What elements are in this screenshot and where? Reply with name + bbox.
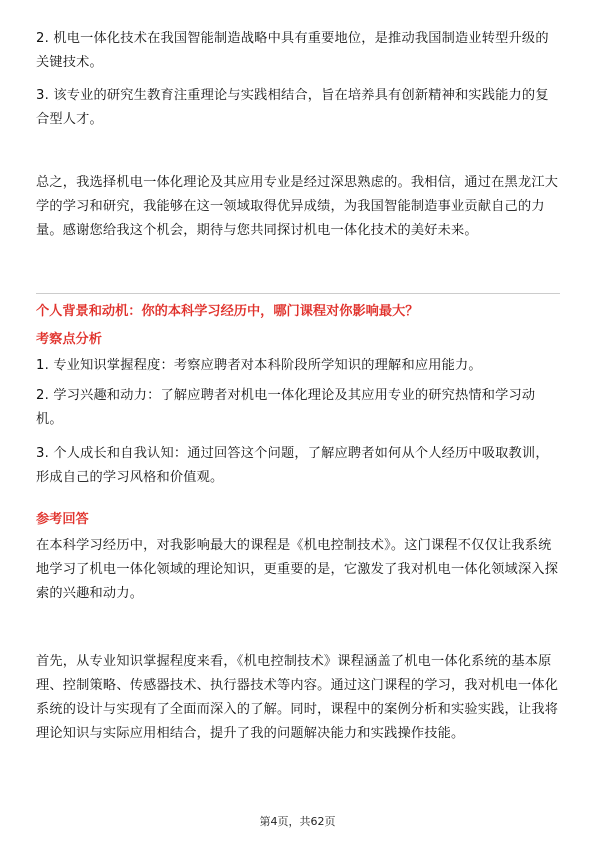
answer-heading: 参考回答 [36, 512, 89, 527]
question-heading: 个人背景和动机：你的本科学习经历中，哪门课程对你影响最大？ [36, 304, 419, 319]
conclusion-paragraph: 总之，我选择机电一体化理论及其应用专业是经过深思熟虑的。我相信，通过在黑龙江大学的学习和研究，我能够在这一领域取得优异成绩，为我国智能制造事业贡献自己的力量。感谢您给我这个机会，期待与您共同探讨机电一体化技术的美好未来。 [36, 175, 559, 238]
analysis-heading: 考察点分析 [36, 332, 102, 347]
section-divider [36, 293, 560, 294]
analysis-item: 2. 学习兴趣和动力：了解应聘者对机电一体化理论及其应用专业的研究热情和学习动机。 [36, 388, 536, 427]
answer-paragraph: 在本科学习经历中，对我影响最大的课程是《机电控制技术》。这门课程不仅仅让我系统地学习了机电一体化领域的理论知识，更重要的是，它激发了我对机电一体化领域深入探索的兴趣和动力。 [36, 538, 559, 601]
page-number: 第4页，共62页 [259, 815, 336, 828]
intro-item: 2. 机电一体化技术在我国智能制造战略中具有重要地位，是推动我国制造业转型升级的关键技术。 [36, 31, 549, 70]
intro-item: 3. 该专业的研究生教育注重理论与实践相结合，旨在培养具有创新精神和实践能力的复合型人才。 [36, 88, 549, 127]
analysis-item: 1. 专业知识掌握程度：考察应聘者对本科阶段所学知识的理解和应用能力。 [36, 358, 482, 373]
answer-paragraph: 首先，从专业知识掌握程度来看，《机电控制技术》课程涵盖了机电一体化系统的基本原理、控制策略、传感器技术、执行器技术等内容。通过这门课程的学习，我对机电一体化系统的设计与实现有了全面而深入的了解。同时，课程中的案例分析和实验实践，让我将理论知识与实际应用相结合，提升了我的问题解决能力和实践操作技能。 [36, 654, 559, 741]
analysis-item: 3. 个人成长和自我认知：通过回答这个问题，了解应聘者如何从个人经历中吸取教训，形成自己的学习风格和价值观。 [36, 446, 549, 485]
